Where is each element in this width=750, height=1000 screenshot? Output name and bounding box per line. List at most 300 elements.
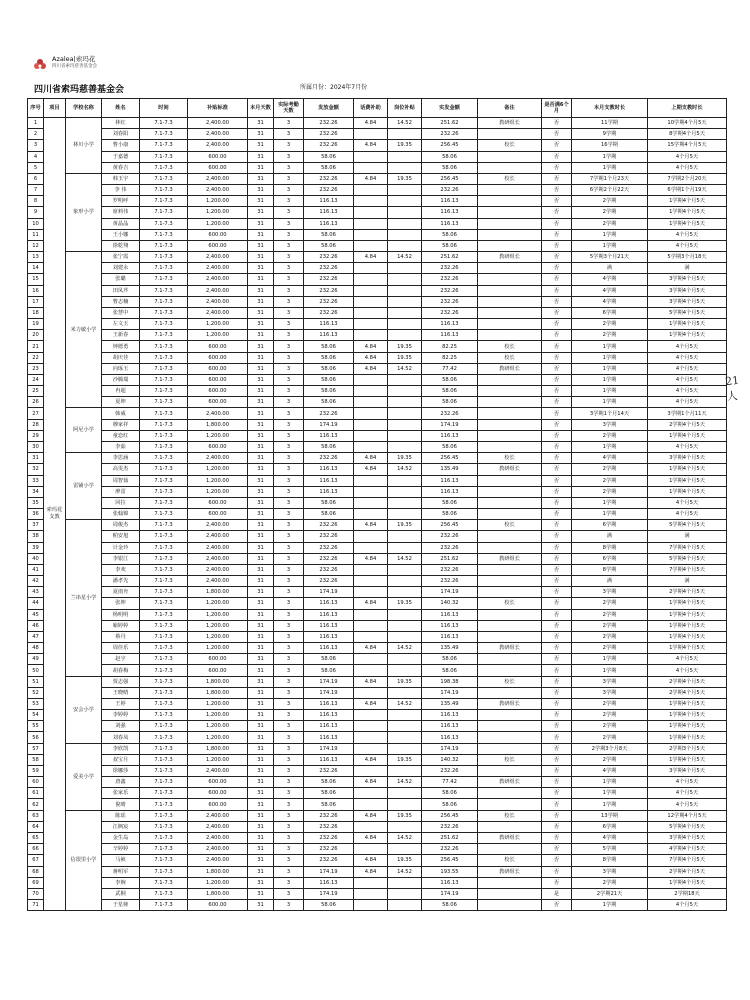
table-row: [28, 497, 727, 508]
attendance-cell: 3: [274, 386, 304, 397]
phone-allowance-cell: 4.84: [354, 553, 388, 564]
table-body: [28, 118, 727, 911]
attendance-cell: 3: [274, 509, 304, 520]
period-cell: 7.1-7.3: [140, 475, 188, 486]
table-row: [28, 810, 727, 821]
six-month-cell: 否: [542, 754, 572, 765]
name-cell: 冉超: [102, 386, 140, 397]
month-days-cell: 31: [248, 162, 274, 173]
phone-allowance-cell: 4.84: [354, 118, 388, 129]
period-cell: 7.1-7.3: [140, 486, 188, 497]
previous-duration-cell: 4个月5天: [648, 397, 727, 408]
table-row: [28, 754, 727, 765]
net-amount-cell: 232.26: [422, 185, 478, 196]
name-cell: 金生岛: [102, 833, 140, 844]
amount-cell: 116.13: [304, 319, 354, 330]
subsidy-cell: 600.00: [188, 363, 248, 374]
table-row: [28, 341, 727, 352]
remark-cell: [478, 307, 542, 318]
amount-cell: 116.13: [304, 710, 354, 721]
month-days-cell: 31: [248, 374, 274, 385]
table-row: [28, 118, 727, 129]
subsidy-cell: 2,400.00: [188, 274, 248, 285]
month-days-cell: 31: [248, 754, 274, 765]
name-cell: 李婷婷: [102, 710, 140, 721]
col-header: 发放金额: [304, 99, 354, 118]
period-cell: 7.1-7.3: [140, 296, 188, 307]
subsidy-cell: 1,800.00: [188, 676, 248, 687]
previous-duration-cell: 4个月5天: [648, 799, 727, 810]
post-allowance-cell: [388, 207, 422, 218]
row-index: 45: [28, 609, 44, 620]
school-name-cell: 米力敏小学: [66, 252, 102, 408]
month-days-cell: 31: [248, 430, 274, 441]
month-days-cell: 31: [248, 352, 274, 363]
post-allowance-cell: [388, 196, 422, 207]
previous-duration-cell: 3学期1个月11天: [648, 408, 727, 419]
table-row: [28, 553, 727, 564]
period-cell: 7.1-7.3: [140, 218, 188, 229]
amount-cell: 232.26: [304, 765, 354, 776]
post-allowance-cell: [388, 888, 422, 899]
post-allowance-cell: [388, 609, 422, 620]
name-cell: 左文玉: [102, 319, 140, 330]
phone-allowance-cell: [354, 162, 388, 173]
name-cell: 田凤芹: [102, 285, 140, 296]
attendance-cell: 3: [274, 866, 304, 877]
six-month-cell: 否: [542, 531, 572, 542]
subsidy-cell: 1,200.00: [188, 218, 248, 229]
net-amount-cell: 58.06: [422, 900, 478, 911]
six-month-cell: 否: [542, 330, 572, 341]
amount-cell: 58.06: [304, 900, 354, 911]
month-days-cell: 31: [248, 453, 274, 464]
school-name-cell: 安会小学: [66, 676, 102, 743]
previous-duration-cell: 7学期4个月5天: [648, 542, 727, 553]
post-allowance-cell: [388, 475, 422, 486]
remark-cell: [478, 218, 542, 229]
net-amount-cell: 82.25: [422, 352, 478, 363]
post-allowance-cell: 19.35: [388, 754, 422, 765]
current-duration-cell: 1学期: [572, 497, 648, 508]
subsidy-cell: 1,800.00: [188, 687, 248, 698]
name-cell: 周智茹: [102, 475, 140, 486]
month-days-cell: 31: [248, 531, 274, 542]
attendance-cell: 3: [274, 821, 304, 832]
period-cell: 7.1-7.3: [140, 855, 188, 866]
previous-duration-cell: 4个月5天: [648, 777, 727, 788]
six-month-cell: 否: [542, 453, 572, 464]
row-index: 61: [28, 788, 44, 799]
subsidy-cell: 600.00: [188, 788, 248, 799]
amount-cell: 58.06: [304, 788, 354, 799]
attendance-cell: 3: [274, 285, 304, 296]
subsidy-cell: 2,400.00: [188, 252, 248, 263]
table-row: [28, 799, 727, 810]
table-row: [28, 240, 727, 251]
attendance-cell: 3: [274, 196, 304, 207]
six-month-cell: 否: [542, 620, 572, 631]
month-days-cell: 31: [248, 799, 274, 810]
name-cell: 穆家祥: [102, 419, 140, 430]
amount-cell: 232.26: [304, 185, 354, 196]
subsidy-cell: 600.00: [188, 341, 248, 352]
net-amount-cell: 232.26: [422, 576, 478, 587]
previous-duration-cell: 1学期4个月5天: [648, 721, 727, 732]
period-cell: 7.1-7.3: [140, 441, 188, 452]
col-header: 本月支教时长: [572, 99, 648, 118]
phone-allowance-cell: [354, 509, 388, 520]
current-duration-cell: 3学期: [572, 587, 648, 598]
name-cell: 蒋明军: [102, 866, 140, 877]
period-cell: 7.1-7.3: [140, 207, 188, 218]
post-allowance-cell: [388, 631, 422, 642]
period-cell: 7.1-7.3: [140, 274, 188, 285]
subsidy-cell: 1,800.00: [188, 888, 248, 899]
attendance-cell: 3: [274, 542, 304, 553]
period-cell: 7.1-7.3: [140, 352, 188, 363]
month-days-cell: 31: [248, 509, 274, 520]
subsidy-cell: 2,400.00: [188, 307, 248, 318]
attendance-cell: 3: [274, 732, 304, 743]
previous-duration-cell: 1学期4个月5天: [648, 609, 727, 620]
six-month-cell: 否: [542, 207, 572, 218]
post-allowance-cell: [388, 419, 422, 430]
attendance-cell: 3: [274, 475, 304, 486]
amount-cell: 232.26: [304, 263, 354, 274]
remark-cell: [478, 509, 542, 520]
table-row: [28, 698, 727, 709]
period-cell: 7.1-7.3: [140, 542, 188, 553]
net-amount-cell: 140.32: [422, 754, 478, 765]
subsidy-cell: 2,400.00: [188, 765, 248, 776]
subsidy-cell: 1,200.00: [188, 330, 248, 341]
row-index: 50: [28, 665, 44, 676]
post-allowance-cell: [388, 397, 422, 408]
phone-allowance-cell: [354, 475, 388, 486]
subsidy-cell: 1,200.00: [188, 620, 248, 631]
current-duration-cell: 1学期: [572, 900, 648, 911]
period-cell: 7.1-7.3: [140, 799, 188, 810]
table-row: [28, 866, 727, 877]
period-cell: 7.1-7.3: [140, 821, 188, 832]
attendance-cell: 3: [274, 408, 304, 419]
six-month-cell: 否: [542, 285, 572, 296]
six-month-cell: 是: [542, 888, 572, 899]
phone-allowance-cell: [354, 486, 388, 497]
phone-allowance-cell: [354, 307, 388, 318]
handwritten-note: 21人: [724, 373, 740, 404]
remark-cell: 教研组长: [478, 464, 542, 475]
name-cell: 李思涵: [102, 453, 140, 464]
period-cell: 7.1-7.3: [140, 676, 188, 687]
phone-allowance-cell: 4.84: [354, 252, 388, 263]
attendance-cell: 3: [274, 676, 304, 687]
name-cell: 张翰锦: [102, 509, 140, 520]
remark-cell: [478, 207, 542, 218]
phone-allowance-cell: [354, 319, 388, 330]
subsidy-cell: 2,400.00: [188, 185, 248, 196]
subsidy-cell: 600.00: [188, 397, 248, 408]
name-cell: 刘春凤: [102, 732, 140, 743]
post-allowance-cell: [388, 386, 422, 397]
attendance-cell: 3: [274, 888, 304, 899]
post-allowance-cell: [388, 542, 422, 553]
current-duration-cell: 1学期: [572, 352, 648, 363]
row-index: 71: [28, 900, 44, 911]
remark-cell: [478, 129, 542, 140]
previous-duration-cell: 2学期3个月5天: [648, 743, 727, 754]
period-cell: 7.1-7.3: [140, 397, 188, 408]
previous-duration-cell: 4个月5天: [648, 654, 727, 665]
period-cell: 7.1-7.3: [140, 643, 188, 654]
period-cell: 7.1-7.3: [140, 162, 188, 173]
amount-cell: 116.13: [304, 196, 354, 207]
row-index: 6: [28, 173, 44, 184]
document-title: 四川省索玛慈善基金会: [34, 85, 125, 95]
six-month-cell: 否: [542, 900, 572, 911]
subsidy-cell: 2,400.00: [188, 296, 248, 307]
phone-allowance-cell: [354, 877, 388, 888]
amount-cell: 174.19: [304, 587, 354, 598]
subsidy-cell: 600.00: [188, 497, 248, 508]
payroll-table: [27, 98, 727, 911]
name-cell: 于星娅: [102, 900, 140, 911]
current-duration-cell: 6学期: [572, 307, 648, 318]
month-days-cell: 31: [248, 196, 274, 207]
period-cell: 7.1-7.3: [140, 687, 188, 698]
phone-allowance-cell: [354, 430, 388, 441]
current-duration-cell: 1学期: [572, 654, 648, 665]
remark-cell: [478, 743, 542, 754]
net-amount-cell: 232.26: [422, 274, 478, 285]
attendance-cell: 3: [274, 307, 304, 318]
amount-cell: 116.13: [304, 475, 354, 486]
subsidy-cell: 2,400.00: [188, 408, 248, 419]
table-row: [28, 598, 727, 609]
row-index: 65: [28, 833, 44, 844]
phone-allowance-cell: [354, 330, 388, 341]
net-amount-cell: 256.45: [422, 140, 478, 151]
amount-cell: 232.26: [304, 285, 354, 296]
attendance-cell: 3: [274, 319, 304, 330]
month-days-cell: 31: [248, 207, 274, 218]
table-row: [28, 844, 727, 855]
attendance-cell: 3: [274, 788, 304, 799]
post-allowance-cell: 14.52: [388, 777, 422, 788]
attendance-cell: 3: [274, 520, 304, 531]
table-row: [28, 162, 727, 173]
row-index: 31: [28, 453, 44, 464]
post-allowance-cell: [388, 430, 422, 441]
remark-cell: [478, 844, 542, 855]
attendance-cell: 3: [274, 620, 304, 631]
current-duration-cell: 2学期: [572, 754, 648, 765]
post-allowance-cell: [388, 743, 422, 754]
table-row: [28, 218, 727, 229]
name-cell: 罗明呼: [102, 196, 140, 207]
post-allowance-cell: [388, 330, 422, 341]
name-cell: 张慧中: [102, 307, 140, 318]
subsidy-cell: 600.00: [188, 151, 248, 162]
six-month-cell: 否: [542, 553, 572, 564]
table-row: [28, 676, 727, 687]
row-index: 38: [28, 531, 44, 542]
current-duration-cell: 6学期: [572, 553, 648, 564]
row-index: 57: [28, 743, 44, 754]
current-duration-cell: 2学期: [572, 710, 648, 721]
remark-cell: [478, 576, 542, 587]
subsidy-cell: 2,400.00: [188, 833, 248, 844]
amount-cell: 58.06: [304, 374, 354, 385]
phone-allowance-cell: [354, 196, 388, 207]
post-allowance-cell: [388, 296, 422, 307]
previous-duration-cell: 5学期3个月18天: [648, 252, 727, 263]
previous-duration-cell: 1学期4个月5天: [648, 218, 727, 229]
subsidy-cell: 600.00: [188, 229, 248, 240]
amount-cell: 116.13: [304, 754, 354, 765]
post-allowance-cell: 14.52: [388, 833, 422, 844]
six-month-cell: 否: [542, 866, 572, 877]
period-cell: 7.1-7.3: [140, 765, 188, 776]
six-month-cell: 否: [542, 218, 572, 229]
remark-cell: 校长: [478, 855, 542, 866]
remark-cell: [478, 877, 542, 888]
six-month-cell: 否: [542, 374, 572, 385]
net-amount-cell: 135.49: [422, 464, 478, 475]
table-row: [28, 777, 727, 788]
six-month-cell: 否: [542, 654, 572, 665]
table-row: [28, 419, 727, 430]
period-cell: 7.1-7.3: [140, 844, 188, 855]
amount-cell: 116.13: [304, 207, 354, 218]
six-month-cell: 否: [542, 319, 572, 330]
row-index: 27: [28, 408, 44, 419]
net-amount-cell: 232.26: [422, 129, 478, 140]
attendance-cell: 3: [274, 229, 304, 240]
post-allowance-cell: [388, 687, 422, 698]
six-month-cell: 否: [542, 118, 572, 129]
phone-allowance-cell: [354, 497, 388, 508]
net-amount-cell: 116.13: [422, 710, 478, 721]
name-cell: 周佳乐: [102, 643, 140, 654]
current-duration-cell: 4学期: [572, 453, 648, 464]
previous-duration-cell: 满: [648, 576, 727, 587]
month-days-cell: 31: [248, 118, 274, 129]
six-month-cell: 否: [542, 341, 572, 352]
table-row: [28, 185, 727, 196]
six-month-cell: 否: [542, 587, 572, 598]
net-amount-cell: 58.06: [422, 441, 478, 452]
attendance-cell: 3: [274, 810, 304, 821]
month-days-cell: 31: [248, 609, 274, 620]
row-index: 28: [28, 419, 44, 430]
table-row: [28, 319, 727, 330]
previous-duration-cell: 2学期4个月5天: [648, 587, 727, 598]
month-days-cell: 31: [248, 173, 274, 184]
subsidy-cell: 2,400.00: [188, 118, 248, 129]
table-row: [28, 386, 727, 397]
post-allowance-cell: 14.52: [388, 643, 422, 654]
subsidy-cell: 2,400.00: [188, 855, 248, 866]
six-month-cell: 否: [542, 833, 572, 844]
remark-cell: [478, 799, 542, 810]
previous-duration-cell: 满: [648, 531, 727, 542]
project-cell: 索玛花支教: [44, 118, 66, 911]
previous-duration-cell: 1学期4个月5天: [648, 475, 727, 486]
remark-cell: 教研组长: [478, 363, 542, 374]
current-duration-cell: 1学期: [572, 363, 648, 374]
previous-duration-cell: 4学期4个月5天: [648, 844, 727, 855]
period-cell: 7.1-7.3: [140, 341, 188, 352]
remark-cell: [478, 710, 542, 721]
net-amount-cell: 232.26: [422, 844, 478, 855]
period-cell: 7.1-7.3: [140, 408, 188, 419]
attendance-cell: 3: [274, 609, 304, 620]
foundation-logo: [32, 55, 192, 79]
subsidy-cell: 1,200.00: [188, 319, 248, 330]
previous-duration-cell: 3学期4个月5天: [648, 833, 727, 844]
amount-cell: 116.13: [304, 721, 354, 732]
period-cell: 7.1-7.3: [140, 464, 188, 475]
previous-duration-cell: 4个月5天: [648, 374, 727, 385]
school-name-cell: 象形小学: [66, 173, 102, 251]
attendance-cell: 3: [274, 274, 304, 285]
six-month-cell: 否: [542, 151, 572, 162]
remark-cell: 校长: [478, 341, 542, 352]
remark-cell: [478, 285, 542, 296]
row-index: 14: [28, 263, 44, 274]
net-amount-cell: 135.49: [422, 643, 478, 654]
name-cell: 回拉: [102, 497, 140, 508]
post-allowance-cell: [388, 129, 422, 140]
six-month-cell: 否: [542, 576, 572, 587]
attendance-cell: 3: [274, 777, 304, 788]
period-cell: 7.1-7.3: [140, 888, 188, 899]
month-days-cell: 31: [248, 698, 274, 709]
phone-allowance-cell: 4.84: [354, 855, 388, 866]
amount-cell: 116.13: [304, 698, 354, 709]
phone-allowance-cell: 4.84: [354, 643, 388, 654]
amount-cell: 116.13: [304, 732, 354, 743]
col-header: 序号: [28, 99, 44, 118]
subsidy-cell: 600.00: [188, 900, 248, 911]
period-cell: 7.1-7.3: [140, 497, 188, 508]
logo-subtext: 四川省索玛慈善基金会: [52, 64, 97, 69]
remark-cell: [478, 497, 542, 508]
current-duration-cell: 1学期: [572, 665, 648, 676]
month-days-cell: 31: [248, 397, 274, 408]
remark-cell: [478, 475, 542, 486]
row-index: 11: [28, 229, 44, 240]
previous-duration-cell: 1学期4个月5天: [648, 754, 727, 765]
post-allowance-cell: 19.35: [388, 810, 422, 821]
period-cell: 7.1-7.3: [140, 698, 188, 709]
remark-cell: 校长: [478, 810, 542, 821]
name-cell: 席莉伟: [102, 207, 140, 218]
subsidy-cell: 1,200.00: [188, 609, 248, 620]
month-days-cell: 31: [248, 587, 274, 598]
remark-cell: [478, 263, 542, 274]
phone-allowance-cell: [354, 620, 388, 631]
six-month-cell: 否: [542, 810, 572, 821]
remark-cell: 校长: [478, 520, 542, 531]
period-cell: 7.1-7.3: [140, 620, 188, 631]
current-duration-cell: 2学期: [572, 609, 648, 620]
month-days-cell: 31: [248, 185, 274, 196]
remark-cell: [478, 721, 542, 732]
previous-duration-cell: 4个月5天: [648, 788, 727, 799]
